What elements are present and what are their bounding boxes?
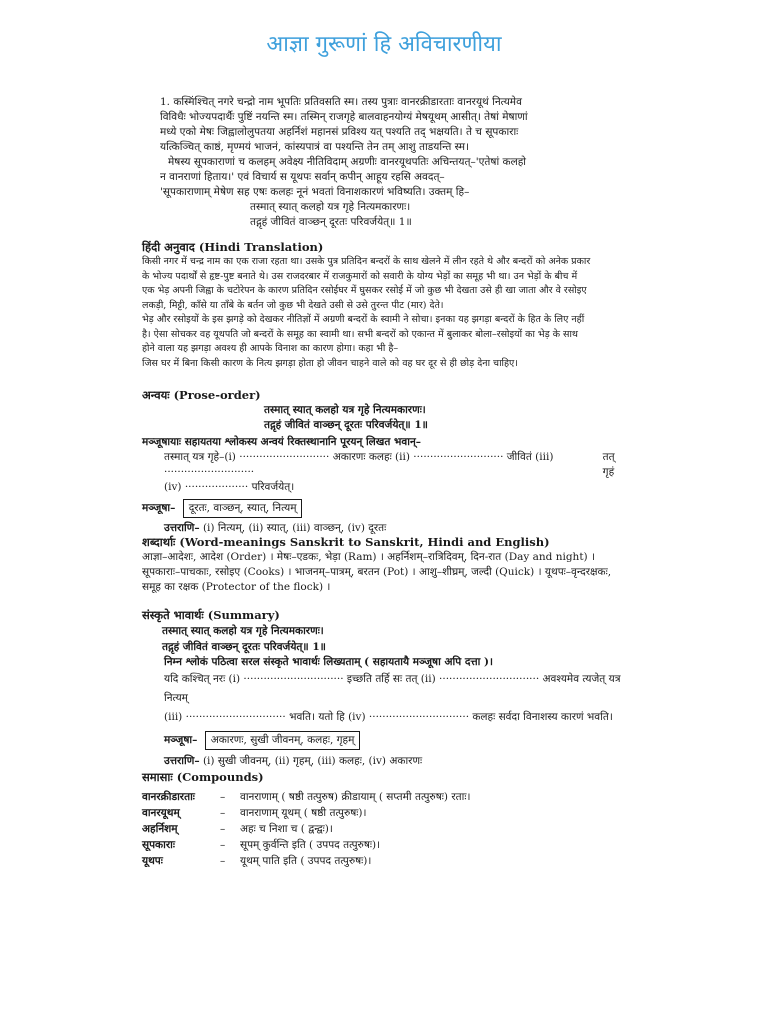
samasa-term: वानरक्रीडारताः: [142, 791, 195, 803]
samasa-table: [142, 789, 627, 869]
summary-answers: [142, 754, 627, 769]
story-line: विविधैः भोज्यपदार्थैः पुष्टिं नयन्ति स्म। तस्मिन् राजगृहे बालवाहनयोग्यं मेषयूथम् आसीत्। तेषां मेषाणां: [160, 111, 528, 123]
hindi-heading: हिंदी अनुवाद (Hindi Translation): [142, 240, 324, 254]
anvaya-verse-line: तद्गृहं जीवितं वाञ्छन् दूरतः परिवर्जयेत्॥ 1॥: [264, 419, 428, 431]
samasa-term: सूपकाराः: [142, 839, 175, 851]
hindi-line: भेड़ और रसोइयों के इस झगड़े को देखकर नीतिज्ञों में अग्रणी बन्दरों के स्वामी ने सोचा। इनका यह झगड़ा बन्दरों के हित के लिए नहीं: [142, 314, 585, 325]
samasa-definition: सूपम् कुर्वन्ति इति ( उपपद तत्पुरुषः)।: [240, 839, 381, 851]
anvaya-fill-left: तस्मात् यत्र गृहे–(i) ··························· अकारणः कलहः (ii) ··························· जीवितं (iii) ···························: [164, 451, 554, 478]
anvaya-instruction: मञ्जूषायाः सहायतया श्लोकस्य अन्वयं रिक्तस्थानानि पूरयन् लिखत भवान्–: [142, 436, 422, 448]
anvaya-verse-line: तस्मात् स्यात् कलहो यत्र गृहे नित्यमकारणः।: [264, 404, 426, 416]
shabdarth-line: आज्ञा–आदेशः, आदेश (Order) । मेषः–एडकः, भेड़ा (Ram) । अहर्निशम्–रात्रिदिवम्, दिन-रात (Day and night) ।: [142, 551, 595, 563]
story-line: 1. कस्मिंश्चित् नगरे चन्द्रो नाम भूपतिः प्रतिवसति स्म। तस्य पुत्राः वानरक्रीडारताः वानरयूथं नित्यमेव: [160, 96, 522, 108]
hindi-section: [142, 240, 627, 371]
samasa-term: अहर्निशम्: [142, 823, 178, 835]
shabdarth-line: समूह का रक्षक (Protector of the flock) ।: [142, 581, 331, 593]
summary-instruction: निम्न श्लोकं पठित्वा सरल संस्कृते भावार्थः लिख्यताम् ( सहायतायै मञ्जूषा अपि दत्ता )।: [164, 656, 493, 668]
summary-verse-line: तद्गृहं जीवितं वाञ्छन् दूरतः परिवर्जयेत्॥ 1॥: [162, 641, 326, 653]
summary-manjusha: [142, 731, 627, 750]
summary-fill-line: यदि कश्चित् नरः (i) ······························ इच्छति तर्हि सः तत् (ii) ······························ अवश्यमेव त्यजेत् यत्र नित्यम्: [164, 673, 621, 704]
shabdarth-line: सूपकाराः–पाचकाः, रसोइए (Cooks) । भाजनम्–पात्रम्, बरतन (Pot) । आशु–शीघ्रम्, जल्दी (Quick) । यूथपः–वृन्दरक्षकः,: [142, 566, 612, 578]
samasa-term: वानरयूथम्: [142, 807, 180, 819]
hindi-line: होने वाला यह झगड़ा अवश्य ही आपके विनाश का कारण होगा। कहा भी है–: [142, 343, 399, 354]
samasa-row: वानरक्रीडारताः – वानराणाम् ( षष्ठी तत्पुरुष) क्रीडायाम् ( सप्तमी तत्पुरुषः) रताः।: [142, 791, 471, 803]
story-verse-line: तद्गृहं जीवितं वाञ्छन् दूरतः परिवर्जयेत्॥ 1॥: [250, 216, 412, 228]
samasa-definition: यूथम् पाति इति ( उपपद तत्पुरुषः)।: [240, 855, 372, 867]
hindi-line: एक भेड़ अपनी जिह्वा के चटोरेपन के कारण प्रतिदिन रसोईघर में घुसकर रसोई में जो कुछ भी देखता उसे ही खा जाता और वे रसोइए: [142, 285, 587, 296]
manjusha-box: अकारणः, सुखी जीवनम्, कलहः, गृहम्: [205, 731, 361, 750]
anvaya-answers: [142, 521, 627, 536]
anvaya-fill-line: [142, 450, 627, 480]
anvaya-manjusha: [142, 499, 627, 518]
manjusha-label: मञ्जूषा–: [142, 502, 176, 514]
summary-fill-line-2: (iii) ······························ भवति। यतो हि (iv) ······························ कलहः सर्वदा विनाशस्य कारणं भवति।: [164, 711, 613, 723]
story-verse-line: तस्मात् स्यात् कलहो यत्र गृहे नित्यमकारणः।: [250, 201, 411, 213]
summary-heading: संस्कृते भावार्थः (Summary): [142, 608, 280, 622]
summary-verse-line: तस्मात् स्यात् कलहो यत्र गृहे नित्यमकारणः।: [162, 625, 324, 637]
hindi-line: है। ऐसा सोचकर वह यूथपति जो बन्दरों के समूह का स्वामी था। सभी बन्दरों को एकान्त में बुलाकर बोला–रसोइयों का भेड़ के साथ: [142, 328, 578, 340]
page-title: आज्ञा गुरूणां हि अविचारणीया: [266, 32, 502, 57]
anvaya-section: [142, 388, 627, 536]
story-line: यत्किञ्चित् काष्ठं, मृण्मयं भाजनं, कांस्यपात्रं वा पश्यन्ति तेन तम् आशु ताडयन्ति स्म।: [160, 141, 469, 153]
answer-text: (i) नित्यम्, (ii) स्यात्, (iii) वाञ्छन्, (iv) दूरतः: [202, 522, 387, 534]
answer-label: उत्तराणि–: [164, 755, 200, 767]
hindi-line: लकड़ी, मिट्टी, काँसे या ताँबे के बर्तन जो कुछ भी देखते उसी से उसे तुरन्त पीट (मार) देते।: [142, 299, 444, 311]
answer-label: उत्तराणि–: [164, 522, 200, 534]
story-line: न वानराणां हिताय।' एवं विचार्य स यूथपः सर्वान् कपीन् आहूय रहसि अवदत्–: [160, 171, 445, 183]
story-line: 'सूपकाराणाम् मेषेण सह एषः कलहः नूनं भवतां विनाशकारणं भविष्यति। उक्तम् हि–: [160, 186, 470, 198]
story-line: मध्ये एको मेषः जिह्वालोलुपतया अहर्निशं महानसं प्रविश्य यत् पश्यति तद् भक्षयति। ते च सूपकाराः: [160, 126, 519, 138]
shabdarth-heading: शब्दार्थाः (Word-meanings Sanskrit to Sanskrit, Hindi and English): [142, 535, 550, 549]
samasa-heading: समासाः (Compounds): [142, 770, 264, 784]
shabdarth-section: [142, 535, 627, 595]
samasa-row: वानरयूथम् – वानराणाम् यूथम् ( षष्ठी तत्पुरुषः)।: [142, 807, 367, 819]
hindi-line: के भोज्य पदार्थों से हृष्ट-पुष्ट बनाते थे। उस राजदरबार में राजकुमारों को सवारी के योग्य भेड़ों का समूह भी था। उन भेड़ों के बीच में: [142, 270, 578, 282]
anvaya-fill-line-2: (iv) ··················· परिवर्जयेत्।: [164, 481, 295, 493]
samasa-row: अहर्निशम् – अहः च निशा च ( द्वन्द्वः)।: [142, 823, 333, 835]
samasa-row: सूपकाराः – सूपम् कुर्वन्ति इति ( उपपद तत्पुरुषः)।: [142, 839, 381, 851]
anvaya-heading: अन्वयः (Prose-order): [142, 388, 261, 402]
answer-text: (i) सुखी जीवनम्, (ii) गृहम्, (iii) कलहः, (iv) अकारणः: [202, 755, 423, 767]
samasa-definition: वानराणाम् ( षष्ठी तत्पुरुष) क्रीडायाम् ( सप्तमी तत्पुरुषः) रताः।: [240, 791, 471, 803]
anvaya-fill-right: तत् गृहं: [602, 451, 615, 478]
manjusha-label: मञ्जूषा–: [164, 734, 198, 746]
samasa-definition: अहः च निशा च ( द्वन्द्वः)।: [240, 823, 333, 835]
hindi-line: किसी नगर में चन्द्र नाम का एक राजा रहता था। उसके पुत्र प्रतिदिन बन्दरों के साथ खेलने में लीन रहते थे और बन्दरों को अनेक प्रकार: [142, 256, 591, 267]
story-line: मेषस्य सूपकाराणां च कलहम् अवेक्ष्य नीतिविदाम् अग्रणीः वानरयूथपतिः अचिन्तयत्–'एतेषां कलहो: [168, 156, 526, 168]
hindi-line: जिस घर में बिना किसी कारण के नित्य झगड़ा होता हो जीवन चाहने वाले को वह घर दूर से ही छोड़ देना चाहिए।: [142, 357, 518, 369]
samasa-row: यूथपः – यूथम् पाति इति ( उपपद तत्पुरुषः)।: [142, 855, 372, 867]
samasa-definition: वानराणाम् यूथम् ( षष्ठी तत्पुरुषः)।: [240, 807, 367, 819]
story-section: [160, 95, 628, 230]
samasa-section: [142, 770, 627, 869]
samasa-term: यूथपः: [142, 855, 163, 867]
summary-section: [142, 608, 627, 769]
manjusha-box: दूरतः, वाञ्छन्, स्यात्, नित्यम्: [183, 499, 303, 518]
